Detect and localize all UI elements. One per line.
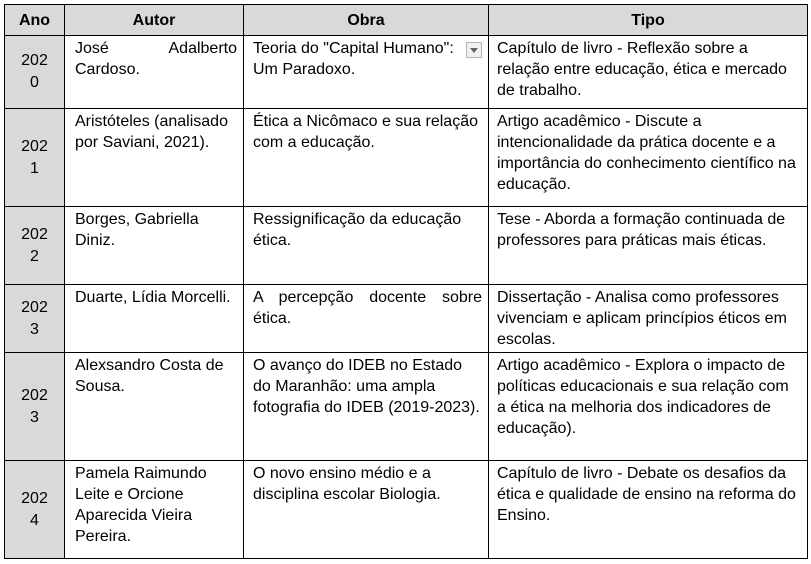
type-label: Capítulo de livro — [497, 465, 613, 482]
type-description: - Reflexão sobre a relação entre educação, ética e mercado de trabalho. — [497, 40, 787, 99]
year-cell: 2023 — [5, 285, 65, 353]
work-cell: O avanço do IDEB no Estado do Maranhão: uma ampla fotografia do IDEB (2019-2023). — [244, 353, 489, 461]
table-row — [5, 461, 808, 559]
header-autor: Autor — [65, 5, 244, 36]
work-cell — [244, 36, 489, 109]
works-table — [4, 4, 808, 559]
year-cell: 2022 — [5, 207, 65, 285]
work-cell: Ética a Nicômaco e sua relação com a educação. — [244, 109, 489, 207]
type-cell — [489, 461, 808, 559]
table-row — [5, 353, 808, 461]
type-cell — [489, 353, 808, 461]
author-cell: Duarte, Lídia Morcelli. — [65, 285, 244, 353]
type-cell — [489, 109, 808, 207]
author-cell: José Adalberto Cardoso. — [65, 36, 244, 109]
header-obra: Obra — [244, 5, 489, 36]
type-label: Artigo acadêmico — [497, 113, 621, 130]
dropdown-arrow-icon[interactable] — [466, 42, 482, 58]
year-cell: 2021 — [5, 109, 65, 207]
type-description: - Analisa como professores vivenciam e aplicam princípios éticos em escolas. — [497, 289, 787, 348]
table-row — [5, 36, 808, 109]
type-cell — [489, 207, 808, 285]
type-cell — [489, 285, 808, 353]
header-row — [5, 5, 808, 36]
year-cell: 2020 — [5, 36, 65, 109]
type-description: - Explora o impacto de políticas educacionais e sua relação com a ética na melhoria dos indicadores de educação). — [497, 357, 789, 437]
work-cell: A percepção docente sobre ética. — [244, 285, 489, 353]
type-label: Capítulo de livro — [497, 40, 613, 57]
author-cell: Borges, Gabriella Diniz. — [65, 207, 244, 285]
header-ano: Ano — [5, 5, 65, 36]
table-row — [5, 109, 808, 207]
table-row — [5, 207, 808, 285]
header-tipo: Tipo — [489, 5, 808, 36]
work-title: Teoria do "Capital Humano": Um Paradoxo. — [253, 40, 454, 78]
type-label: Dissertação — [497, 289, 582, 306]
type-description: - Aborda a formação continuada de professores para práticas mais éticas. — [497, 211, 786, 249]
year-cell: 2024 — [5, 461, 65, 559]
work-cell: Ressignificação da educação ética. — [244, 207, 489, 285]
work-cell: O novo ensino médio e a disciplina escolar Biologia. — [244, 461, 489, 559]
type-label: Tese — [497, 211, 531, 228]
author-cell: Alexsandro Costa de Sousa. — [65, 353, 244, 461]
author-cell: Pamela Raimundo Leite e Orcione Aparecida Vieira Pereira. — [65, 461, 244, 559]
type-cell — [489, 36, 808, 109]
year-cell: 2023 — [5, 353, 65, 461]
author-cell: Aristóteles (analisado por Saviani, 2021). — [65, 109, 244, 207]
type-label: Artigo acadêmico — [497, 357, 621, 374]
type-description: - Discute a intencionalidade da prática docente e a importância do conhecimento científico na educação. — [497, 113, 796, 193]
type-description: - Debate os desafios da ética e qualidade de ensino na reforma do Ensino. — [497, 465, 796, 524]
table-row — [5, 285, 808, 353]
